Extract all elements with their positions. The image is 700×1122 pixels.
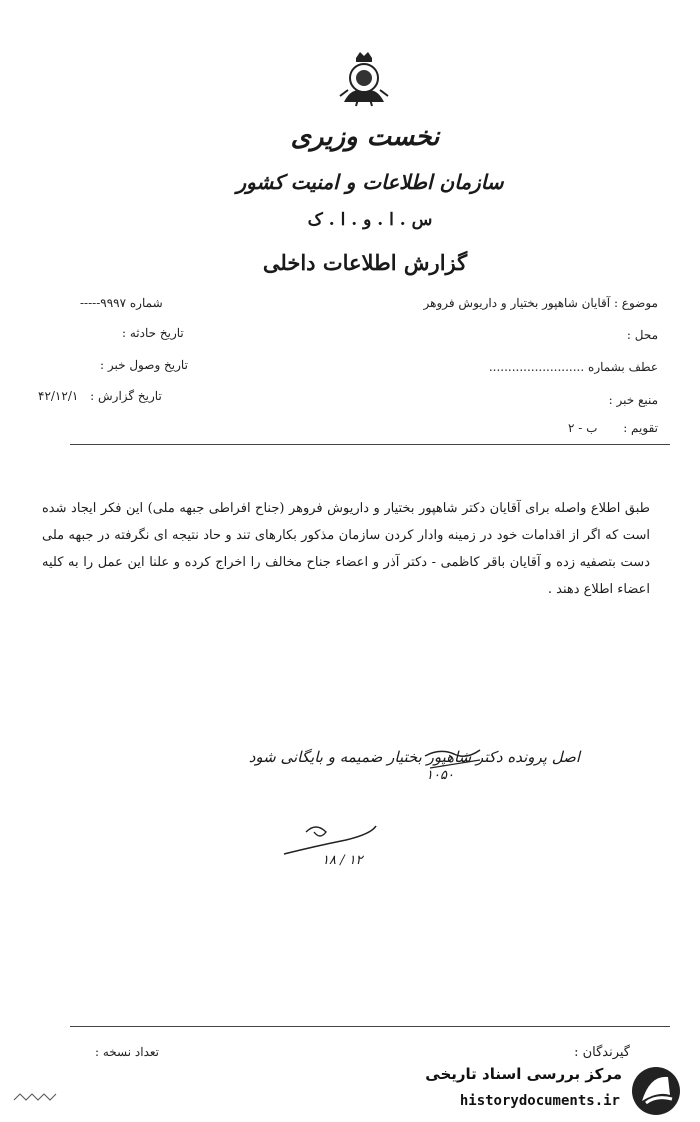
received-date-label: تاریخ وصول خبر :	[100, 358, 188, 372]
location-label: محل :	[626, 328, 658, 342]
footer-divider	[70, 1026, 670, 1027]
report-date-row	[38, 389, 162, 403]
number-row: شماره ۹۹۹۷-----	[80, 296, 163, 310]
number-value: ۹۹۹۷	[100, 296, 127, 310]
organization-name: سازمان اطلاعات و امنیت کشور	[236, 170, 504, 194]
copies-label: تعداد نسخه :	[95, 1045, 160, 1059]
source-label: منبع خبر :	[608, 393, 658, 407]
signature-date: ۱۸ / ۱۲	[322, 853, 363, 868]
organization-code: س . ا . و . ا . ک	[307, 210, 433, 230]
report-type-title: گزارش اطلاعات داخلی	[262, 250, 468, 275]
report-date-label: تاریخ گزارش :	[90, 389, 162, 403]
subject-label: موضوع :	[613, 296, 658, 310]
recipients-label: گیرندگان :	[574, 1045, 630, 1060]
rating-row	[568, 421, 658, 435]
watermark-name: مرکز بررسی اسناد تاریخی	[425, 1065, 622, 1083]
rating-label: تقویم :	[623, 421, 658, 435]
scribble-mark-icon	[12, 1090, 62, 1104]
subject-row	[424, 296, 658, 310]
handwritten-number: ۱۰۵۰	[426, 768, 454, 783]
reference-label: عطف بشماره	[588, 360, 658, 374]
incident-date-label: تاریخ حادثه :	[122, 326, 184, 340]
watermark-url: historydocuments.ir	[459, 1093, 620, 1109]
handwritten-annotation: اصل پرونده دکتر شاهپور بختیار ضمیمه و بایگانی شود	[248, 748, 580, 766]
rating-value: ب - ۲	[567, 421, 598, 435]
report-date-value: ۴۲/۱۲/۱	[38, 389, 79, 403]
archive-logo-icon	[628, 1065, 684, 1117]
subject-value: آقایان شاهپور بختیار و داریوش فروهر	[423, 296, 611, 310]
report-body: طبق اطلاع واصله برای آقایان دکتر شاهپور بختیار و داریوش فروهر (جناح افراطی جبهه ملی) این فکر ایجاد شده است که اگر از اقدامات خود در زمینه وادار کردن سازمان مذکور بکارهای تند و حاد نتیجه ای نگرفته در جبهه ملی دست بتصفیه زده و آقایان باقر کاظمی - دکتر آذر و اعضاء جناح مخالف را اخراج کرده و علنا این عمل را به کلیه اعضاء اطلاع دهند .	[42, 501, 650, 597]
reference-row: عطف بشماره .........................	[488, 360, 658, 374]
header-divider	[70, 444, 670, 445]
number-label: شماره	[129, 296, 163, 310]
handwritten-flourish-icon	[420, 738, 490, 778]
office-title: نخست وزیری	[290, 122, 440, 152]
lion-and-sun-emblem-icon	[334, 50, 394, 110]
